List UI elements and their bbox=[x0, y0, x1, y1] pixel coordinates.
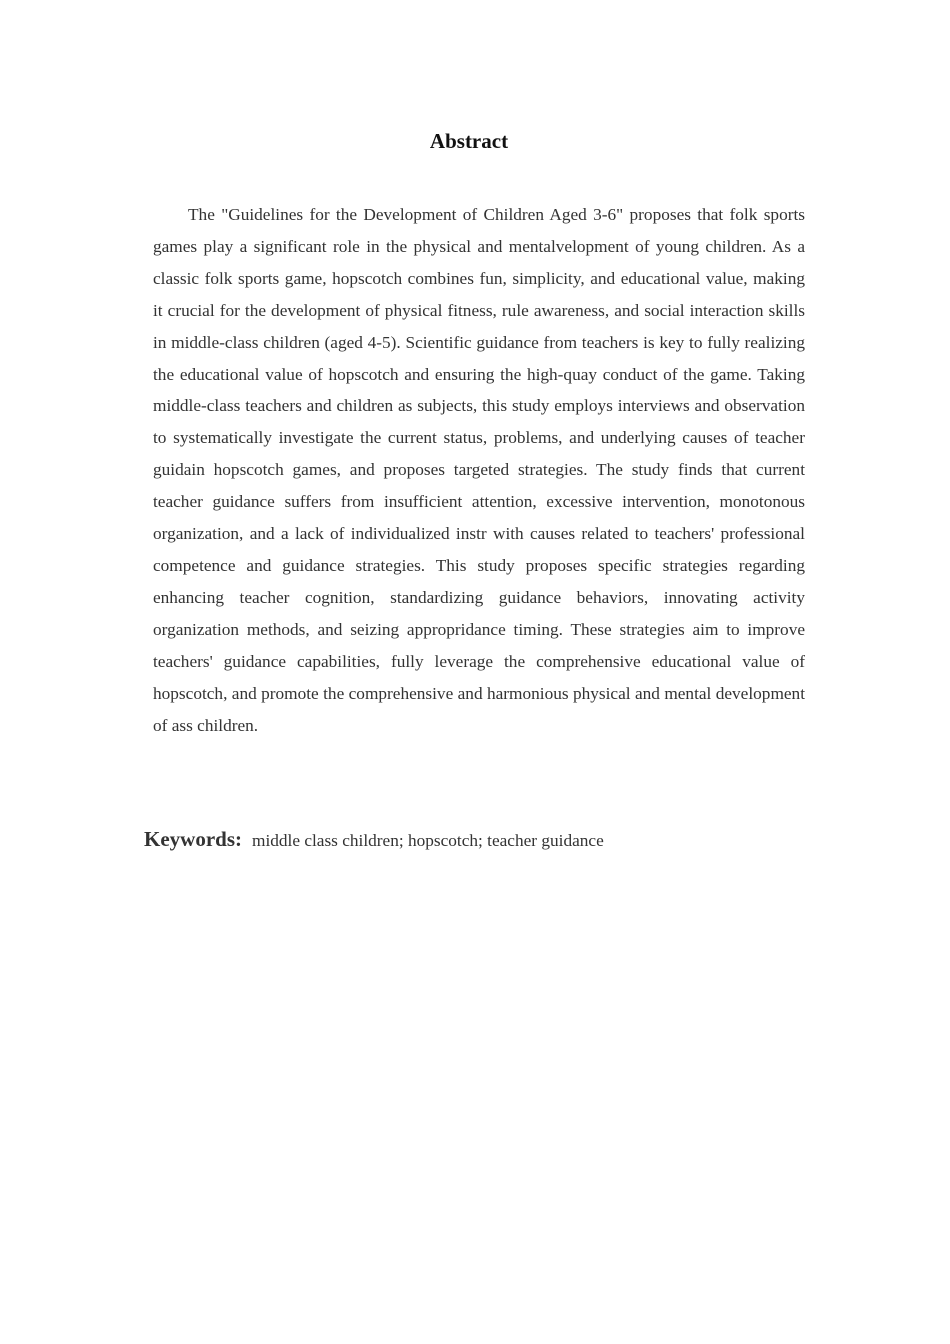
abstract-body: The "Guidelines for the Development of Children Aged 3-6" proposes that folk sports games play a significant role in the physical and mentalvelopment of young children. As a classic folk sports game, hopscotch combines fun, simplicity, and educational value, making it crucial for the development of physical fitness, rule awareness, and social interaction skills in middle-class children (aged 4-5). Scientific guidance from teachers is key to fully realizing the educational value of hopscotch and ensuring the high-quay conduct of the game. Taking middle-class teachers and children as subjects, this study employs interviews and observation to systematically investigate the current status, problems, and underlying causes of teacher guidain hopscotch games, and proposes targeted strategies. The study finds that current teacher guidance suffers from insufficient attention, excessive intervention, monotonous organization, and a lack of individualized instr with causes related to teachers' professional competence and guidance strategies. This study proposes specific strategies regarding enhancing teacher cognition, standardizing guidance behaviors, innovating activity organization methods, and seizing appropridance timing. These strategies aim to improve teachers' guidance capabilities, fully leverage the comprehensive educational value of hopscotch, and promote the comprehensive and harmonious physical and mental development of ass children. bbox=[153, 205, 805, 735]
keywords-text: middle class children; hopscotch; teacher guidance bbox=[252, 831, 604, 850]
keywords-label: Keywords: bbox=[144, 827, 242, 851]
keywords-line bbox=[144, 823, 844, 858]
abstract-title: Abstract bbox=[429, 129, 509, 153]
